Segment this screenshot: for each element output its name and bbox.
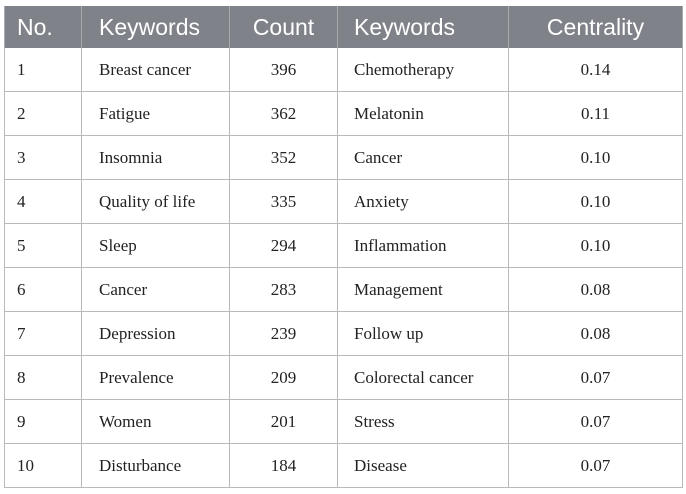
cell-centrality: 0.11	[509, 92, 683, 136]
cell-centrality: 0.08	[509, 268, 683, 312]
table-header-row	[5, 6, 683, 48]
cell-keyword-centrality: Melatonin	[338, 92, 509, 136]
cell-no: 5	[5, 224, 82, 268]
cell-keyword-centrality: Follow up	[338, 312, 509, 356]
cell-keyword: Women	[82, 400, 230, 444]
cell-centrality: 0.07	[509, 444, 683, 488]
cell-centrality: 0.14	[509, 48, 683, 92]
cell-keyword: Sleep	[82, 224, 230, 268]
cell-no: 2	[5, 92, 82, 136]
cell-centrality: 0.10	[509, 224, 683, 268]
header-keywords-count: Keywords	[82, 6, 230, 48]
header-centrality: Centrality	[509, 6, 683, 48]
table-row	[5, 356, 683, 400]
cell-keyword: Prevalence	[82, 356, 230, 400]
cell-centrality: 0.10	[509, 136, 683, 180]
cell-keyword-centrality: Stress	[338, 400, 509, 444]
cell-keyword: Breast cancer	[82, 48, 230, 92]
cell-centrality: 0.07	[509, 356, 683, 400]
keywords-table-container	[4, 6, 682, 488]
header-no: No.	[5, 6, 82, 48]
cell-no: 3	[5, 136, 82, 180]
header-count: Count	[230, 6, 338, 48]
cell-count: 335	[230, 180, 338, 224]
cell-keyword: Quality of life	[82, 180, 230, 224]
table-row	[5, 268, 683, 312]
cell-keyword: Disturbance	[82, 444, 230, 488]
cell-no: 7	[5, 312, 82, 356]
cell-centrality: 0.10	[509, 180, 683, 224]
cell-count: 352	[230, 136, 338, 180]
cell-count: 239	[230, 312, 338, 356]
table-row	[5, 400, 683, 444]
table-row	[5, 444, 683, 488]
cell-keyword-centrality: Anxiety	[338, 180, 509, 224]
table-row	[5, 136, 683, 180]
cell-count: 283	[230, 268, 338, 312]
keywords-table	[4, 6, 683, 488]
cell-count: 294	[230, 224, 338, 268]
cell-keyword-centrality: Colorectal cancer	[338, 356, 509, 400]
cell-no: 4	[5, 180, 82, 224]
cell-keyword-centrality: Cancer	[338, 136, 509, 180]
cell-keyword-centrality: Management	[338, 268, 509, 312]
cell-no: 6	[5, 268, 82, 312]
cell-centrality: 0.08	[509, 312, 683, 356]
cell-no: 1	[5, 48, 82, 92]
cell-count: 362	[230, 92, 338, 136]
cell-count: 209	[230, 356, 338, 400]
cell-keyword: Insomnia	[82, 136, 230, 180]
table-body	[5, 48, 683, 488]
cell-centrality: 0.07	[509, 400, 683, 444]
cell-keyword: Fatigue	[82, 92, 230, 136]
cell-keyword-centrality: Inflammation	[338, 224, 509, 268]
cell-keyword-centrality: Chemotherapy	[338, 48, 509, 92]
cell-count: 184	[230, 444, 338, 488]
cell-no: 9	[5, 400, 82, 444]
table-row	[5, 180, 683, 224]
cell-keyword: Depression	[82, 312, 230, 356]
cell-keyword-centrality: Disease	[338, 444, 509, 488]
header-keywords-centrality: Keywords	[338, 6, 509, 48]
cell-no: 10	[5, 444, 82, 488]
cell-count: 201	[230, 400, 338, 444]
cell-no: 8	[5, 356, 82, 400]
table-row	[5, 92, 683, 136]
cell-keyword: Cancer	[82, 268, 230, 312]
table-row	[5, 312, 683, 356]
cell-count: 396	[230, 48, 338, 92]
table-row	[5, 224, 683, 268]
table-row	[5, 48, 683, 92]
